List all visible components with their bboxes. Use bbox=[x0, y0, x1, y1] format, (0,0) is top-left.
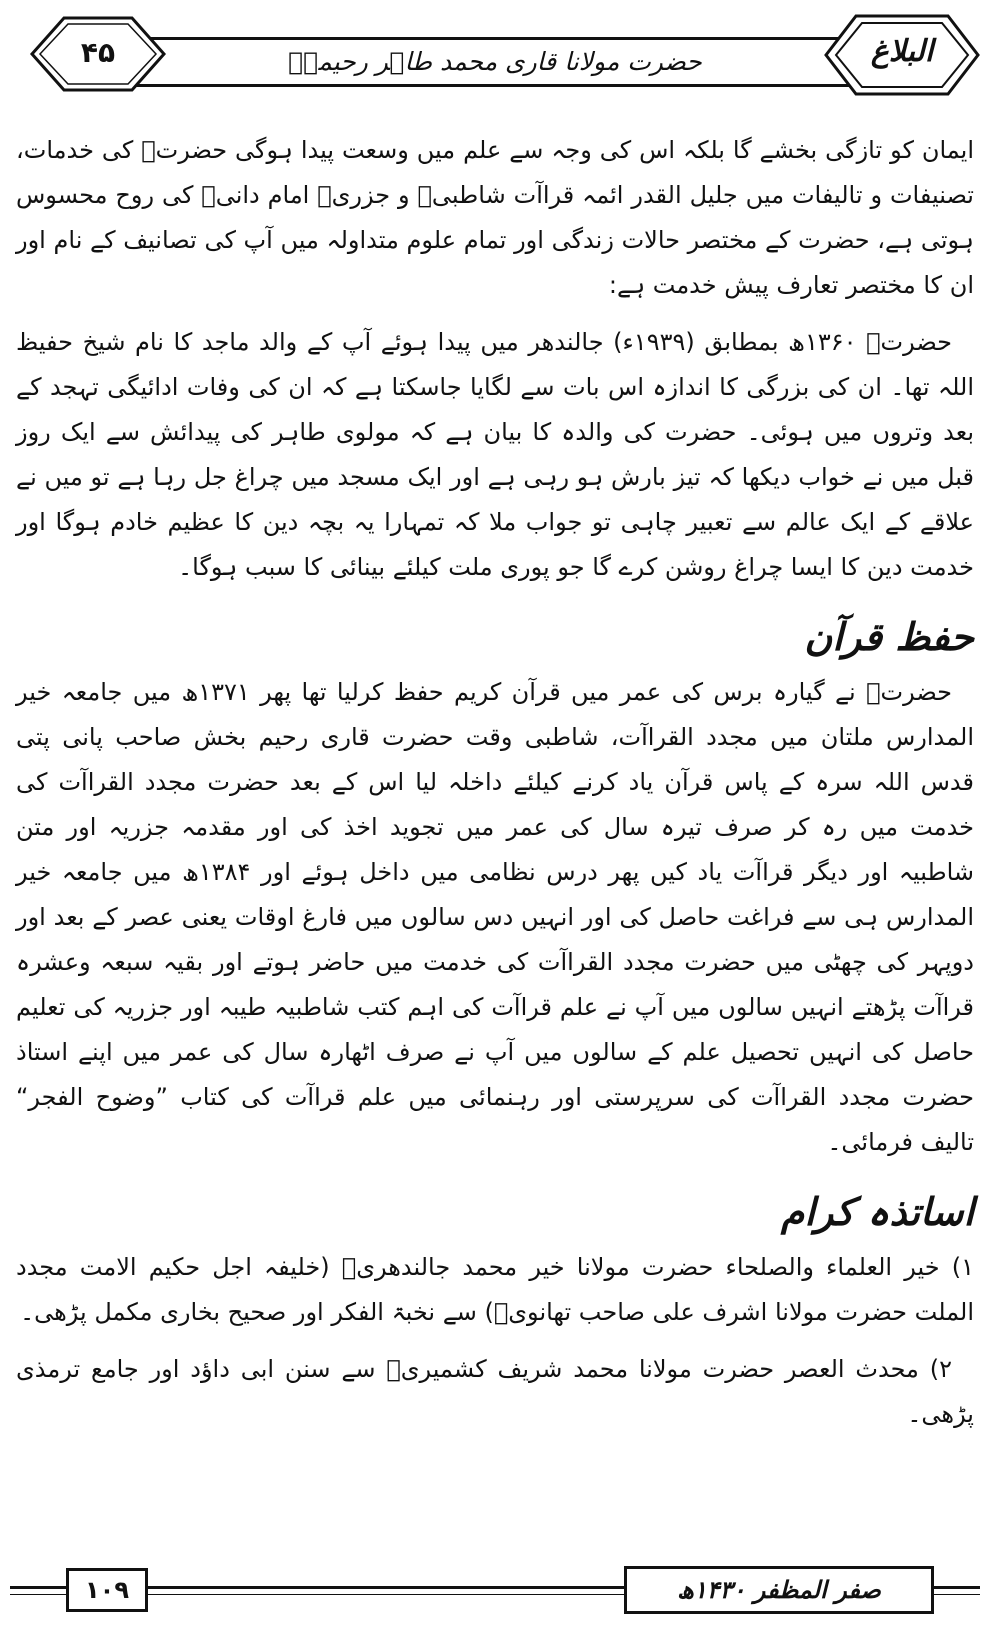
teacher-item-2: ۲) محدث العصر حضرت مولانا محمد شریف کشمیریؒ سے سنن ابی داؤد اور جامع ترمذی پڑھی۔ bbox=[16, 1355, 974, 1428]
footer-rule bbox=[934, 1586, 980, 1589]
section-heading-teachers: اساتذہ کرام bbox=[780, 1190, 974, 1234]
section-heading-hifz: حفظ قرآن bbox=[804, 615, 974, 659]
page-header bbox=[0, 0, 990, 115]
header-rule-bottom bbox=[130, 84, 865, 87]
footer-rule-thin bbox=[934, 1594, 980, 1595]
magazine-logo bbox=[822, 10, 982, 100]
footer-rule bbox=[148, 1586, 624, 1589]
footer-rule bbox=[10, 1586, 66, 1589]
page-footer bbox=[0, 1558, 990, 1628]
footer-rule-thin bbox=[10, 1594, 66, 1595]
paragraph-hifz: حضرتؒ نے گیارہ برس کی عمر میں قرآن کریم حفظ کرلیا تھا پھر ۱۳۷۱ھ میں جامعہ خیر المدارس ملتان میں مجدد القراآت، شاطبی وقت حضرت قاری رحیم بخش صاحب پانی پتی قدس اللہ سرہ کے پاس قرآن یاد کرنے کیلئے داخلہ لیا اس کے بعد حضرت مجدد القراآت کی خدمت میں رہ کر صرف تیرہ سال کی عمر میں تجوید اخذ کی اور مقدمہ جزریہ اور متن شاطبیہ اور دیگر قراآت یاد کیں پھر درس نظامی میں داخل ہوئے اور ۱۳۸۴ھ میں جامعہ خیر المدارس ہی سے فراغت حاصل کی اور انہیں دس سالوں میں فارغ اوقات یعنی عصر کے بعد اور دوپہر کی چھٹی میں حضرت مجدد القراآت کی خدمت میں حاضر ہوتے اور بقیہ سبعہ وعشرہ قراآت پڑھتے انہیں سالوں میں آپ نے علم قراآت کی اہم کتب شاطبیہ طیبہ اور جزریہ کی تعلیم حاصل کی انہیں تحصیل علم کے سالوں میں آپ نے صرف اٹھارہ سال کی عمر میں اپنے استاذ حضرت مجدد القراآت کی سرپرستی اور رہنمائی میں علم قراآت کی کتاب ”وضوح الفجر“ تالیف فرمائی۔ bbox=[16, 678, 974, 1156]
running-title: حضرت مولانا قاری محمد طاہر رحیمیؒ bbox=[288, 47, 702, 76]
paragraph-birth: حضرتؒ ۱۳۶۰ھ بمطابق (۱۹۳۹ء) جالندھر میں پیدا ہوئے آپ کے والد ماجد کا نام شیخ حفیظ اللہ تھا۔ ان کی بزرگی کا اندازہ اس بات سے لگایا جاسکتا ہے کہ ان کی وفات ادائیگی تہجد کے بعد وتروں میں ہوئی۔ حضرت کی والدہ کا بیان ہے کہ مولوی طاہر کی پیدائش سے ایک روز قبل میں نے خواب دیکھا کہ تیز بارش ہو رہی ہے اور ایک مسجد میں چراغ جل رہا ہے تو میں نے علاقے کے ایک عالم سے تعبیر چاہی تو جواب ملا کہ تمہارا یہ بچہ دین کا عظیم خادم ہوگا اور خدمت دین کا ایسا چراغ روشن کرے گا جو پوری ملت کیلئے بینائی کا سبب ہوگا۔ bbox=[16, 328, 974, 581]
logo-text: البلاغ bbox=[870, 34, 934, 69]
teacher-item-1: ۱) خیر العلماء والصلحاء حضرت مولانا خیر محمد جالندھریؒ (خلیفہ اجل حکیم الامت مجدد الملت حضرت مولانا اشرف علی صاحب تھانویؒ) سے نخبۃ الفکر اور صحیح بخاری مکمل پڑھی۔ bbox=[16, 1253, 974, 1326]
footer-rule-thin bbox=[148, 1594, 624, 1595]
article-body bbox=[16, 128, 974, 1449]
footer-issue-date: صفر المظفر ۱۴۳۰ھ bbox=[624, 1566, 934, 1614]
footer-page-number: ۱۰۹ bbox=[66, 1568, 148, 1612]
paragraph-intro: ایمان کو تازگی بخشے گا بلکہ اس کی وجہ سے علم میں وسعت پیدا ہوگی حضرتؒ کی خدمات، تصنیفات و تالیفات میں جلیل القدر ائمہ قراآت شاطبیؒ و جزریؒ امام دانیؒ کی روح محسوس ہوتی ہے، حضرت کے مختصر حالات زندگی اور تمام علوم متداولہ میں آپ کی تصانیف کے نام اور ان کا مختصر تعارف پیش خدمت ہے: bbox=[16, 136, 974, 299]
header-page-number: ۴۵ bbox=[80, 36, 116, 69]
header-rule-top bbox=[130, 37, 865, 40]
header-page-number-badge bbox=[28, 14, 168, 94]
